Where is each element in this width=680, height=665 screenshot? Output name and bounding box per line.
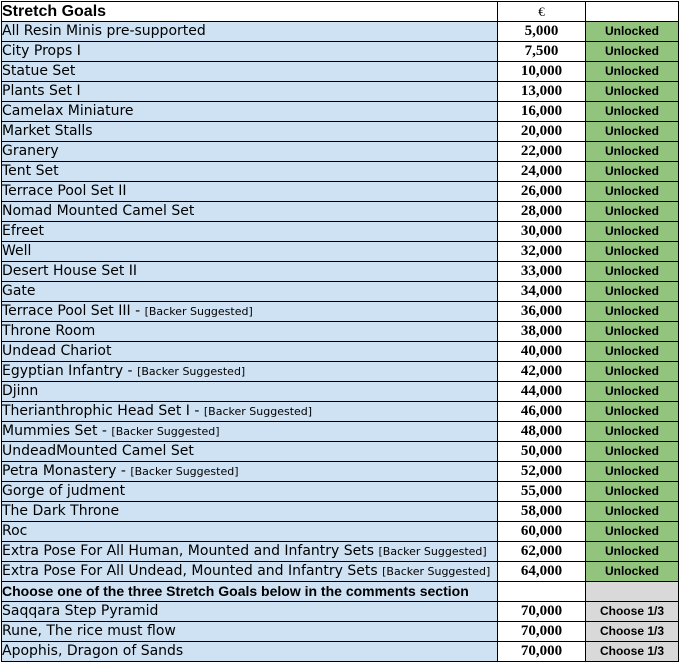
goal-name: Gorge of judment [2,483,126,499]
goal-row [2,62,679,82]
goal-price: 13,000 [498,82,586,102]
goal-status-badge: Unlocked [586,262,679,282]
goal-status-badge: Unlocked [586,182,679,202]
backer-suggested-tag: [Backer Suggested] [144,305,253,318]
goal-status-badge: Unlocked [586,502,679,522]
goal-row [2,282,679,302]
goal-name: Nomad Mounted Camel Set [2,203,195,219]
goal-price: 42,000 [498,362,586,382]
goal-status-badge: Unlocked [586,342,679,362]
goal-row [2,202,679,222]
goal-name-cell [2,202,498,222]
goal-name: Tent Set [2,163,59,179]
goal-name: Efreet [2,223,44,239]
status-header [586,2,679,22]
goal-row [2,82,679,102]
goal-price: 44,000 [498,382,586,402]
goal-price: 5,000 [498,22,586,42]
choice-status-badge: Choose 1/3 [586,642,679,662]
goal-price: 30,000 [498,222,586,242]
goal-price: 36,000 [498,302,586,322]
goal-status-badge: Unlocked [586,382,679,402]
choice-note: Choose one of the three Stretch Goals below in the comments section [2,582,498,602]
goal-row [2,422,679,442]
goal-status-badge: Unlocked [586,282,679,302]
goal-row [2,562,679,582]
goal-price: 16,000 [498,102,586,122]
goal-name-cell [2,142,498,162]
goal-status-badge: Unlocked [586,302,679,322]
goal-name: Statue Set [2,63,76,79]
goal-name: Desert House Set II [2,263,138,279]
backer-suggested-tag: [Backer Suggested] [111,425,220,438]
goal-name: Djinn [2,383,39,399]
goal-name: Well [2,243,32,259]
goal-name-cell [2,382,498,402]
goal-row [2,22,679,42]
stretch-goals-body [2,2,679,662]
goal-status-badge: Unlocked [586,162,679,182]
goal-price: 34,000 [498,282,586,302]
goal-status-badge: Unlocked [586,562,679,582]
goal-name-cell [2,102,498,122]
goal-status-badge: Unlocked [586,122,679,142]
goal-name-cell [2,442,498,462]
goal-name-cell [2,242,498,262]
choice-note-price-blank [498,582,586,602]
goal-name: Roc [2,523,28,539]
goal-status-badge: Unlocked [586,522,679,542]
goal-row [2,142,679,162]
choice-row [2,602,679,622]
choice-name: Saqqara Step Pyramid [2,602,498,622]
goal-row [2,442,679,462]
goal-name-cell [2,542,498,562]
choice-row [2,642,679,662]
goal-price: 7,500 [498,42,586,62]
goal-status-badge: Unlocked [586,222,679,242]
goal-row [2,342,679,362]
goal-status-badge: Unlocked [586,242,679,262]
goal-name-cell [2,262,498,282]
backer-suggested-tag: [Backer Suggested] [203,405,313,418]
goal-status-badge: Unlocked [586,482,679,502]
goal-name-cell [2,22,498,42]
goal-name-cell [2,42,498,62]
choice-name: Apophis, Dragon of Sands [2,642,498,662]
backer-suggested-tag: [Backer Suggested] [137,365,246,378]
goal-row [2,502,679,522]
goal-price: 64,000 [498,562,586,582]
goal-row [2,102,679,122]
goal-row [2,242,679,262]
goal-status-badge: Unlocked [586,42,679,62]
goal-name-cell [2,362,498,382]
goal-status-badge: Unlocked [586,102,679,122]
goal-name: Therianthrophic Head Set I - [2,403,204,419]
goal-row [2,462,679,482]
goal-name-cell [2,482,498,502]
goal-status-badge: Unlocked [586,422,679,442]
goal-name: Extra Pose For All Undead, Mounted and Infantry Sets [2,563,383,579]
goal-price: 32,000 [498,242,586,262]
goal-status-badge: Unlocked [586,62,679,82]
goal-price: 58,000 [498,502,586,522]
goal-name-cell [2,522,498,542]
goal-row [2,482,679,502]
goal-price: 24,000 [498,162,586,182]
goal-price: 40,000 [498,342,586,362]
goal-name-cell [2,282,498,302]
goal-status-badge: Unlocked [586,402,679,422]
goal-row [2,302,679,322]
goal-price: 62,000 [498,542,586,562]
backer-suggested-tag: [Backer Suggested] [382,565,491,578]
choice-price: 70,000 [498,642,586,662]
goal-name: All Resin Minis pre-supported [2,23,206,39]
goal-name-cell [2,222,498,242]
goal-price: 38,000 [498,322,586,342]
choice-note-status-blank [586,582,679,602]
goal-row [2,162,679,182]
goal-name: Petra Monastery - [2,463,131,479]
goal-name-cell [2,62,498,82]
goal-name: The Dark Throne [2,503,120,519]
goal-row [2,322,679,342]
choice-name: Rune, The rice must flow [2,622,498,642]
goal-name-cell [2,422,498,442]
choice-price: 70,000 [498,602,586,622]
goal-price: 55,000 [498,482,586,502]
goal-status-badge: Unlocked [586,442,679,462]
goal-price: 22,000 [498,142,586,162]
goal-name-cell [2,462,498,482]
goal-name-cell [2,322,498,342]
header-row [2,2,679,22]
goal-price: 52,000 [498,462,586,482]
goal-name-cell [2,502,498,522]
goal-price: 33,000 [498,262,586,282]
goal-name: Terrace Pool Set III - [2,303,145,319]
goal-price: 46,000 [498,402,586,422]
goal-status-badge: Unlocked [586,202,679,222]
goal-name-cell [2,342,498,362]
goal-name: UndeadMounted Camel Set [2,443,194,459]
choice-status-badge: Choose 1/3 [586,602,679,622]
goal-name: Gate [2,283,36,299]
goal-status-badge: Unlocked [586,542,679,562]
currency-header: € [498,2,586,22]
goal-price: 60,000 [498,522,586,542]
goal-row [2,262,679,282]
goal-status-badge: Unlocked [586,362,679,382]
goal-status-badge: Unlocked [586,462,679,482]
goal-price: 28,000 [498,202,586,222]
backer-suggested-tag: [Backer Suggested] [130,465,239,478]
goal-name: Undead Chariot [2,343,112,359]
goal-name: Terrace Pool Set II [2,183,127,199]
goal-row [2,42,679,62]
goal-price: 20,000 [498,122,586,142]
goal-name-cell [2,562,498,582]
goal-status-badge: Unlocked [586,22,679,42]
goal-name: Market Stalls [2,123,93,139]
goal-name-cell [2,182,498,202]
backer-suggested-tag: [Backer Suggested] [378,545,487,558]
goal-name-cell [2,122,498,142]
sheet-title: Stretch Goals [2,2,498,22]
stretch-goals-table [1,1,679,662]
goal-price: 48,000 [498,422,586,442]
goal-status-badge: Unlocked [586,142,679,162]
goal-name: Granery [2,143,59,159]
goal-price: 26,000 [498,182,586,202]
goal-name: City Props I [2,43,81,59]
goal-row [2,522,679,542]
goal-name: Camelax Miniature [2,103,134,119]
goal-name-cell [2,82,498,102]
goal-row [2,402,679,422]
goal-status-badge: Unlocked [586,322,679,342]
goal-row [2,122,679,142]
goal-row [2,182,679,202]
goal-name: Mummies Set - [2,423,112,439]
goal-status-badge: Unlocked [586,82,679,102]
choice-price: 70,000 [498,622,586,642]
goal-row [2,222,679,242]
goal-price: 10,000 [498,62,586,82]
choice-status-badge: Choose 1/3 [586,622,679,642]
goal-name-cell [2,162,498,182]
goal-name: Egyptian Infantry - [2,363,138,379]
goal-name: Extra Pose For All Human, Mounted and Infantry Sets [2,543,379,559]
goal-name: Plants Set I [2,83,81,99]
goal-name: Throne Room [2,323,96,339]
goal-price: 50,000 [498,442,586,462]
goal-row [2,542,679,562]
choice-note-row [2,582,679,602]
goal-row [2,382,679,402]
goal-name-cell [2,302,498,322]
goal-row [2,362,679,382]
choice-row [2,622,679,642]
goal-name-cell [2,402,498,422]
